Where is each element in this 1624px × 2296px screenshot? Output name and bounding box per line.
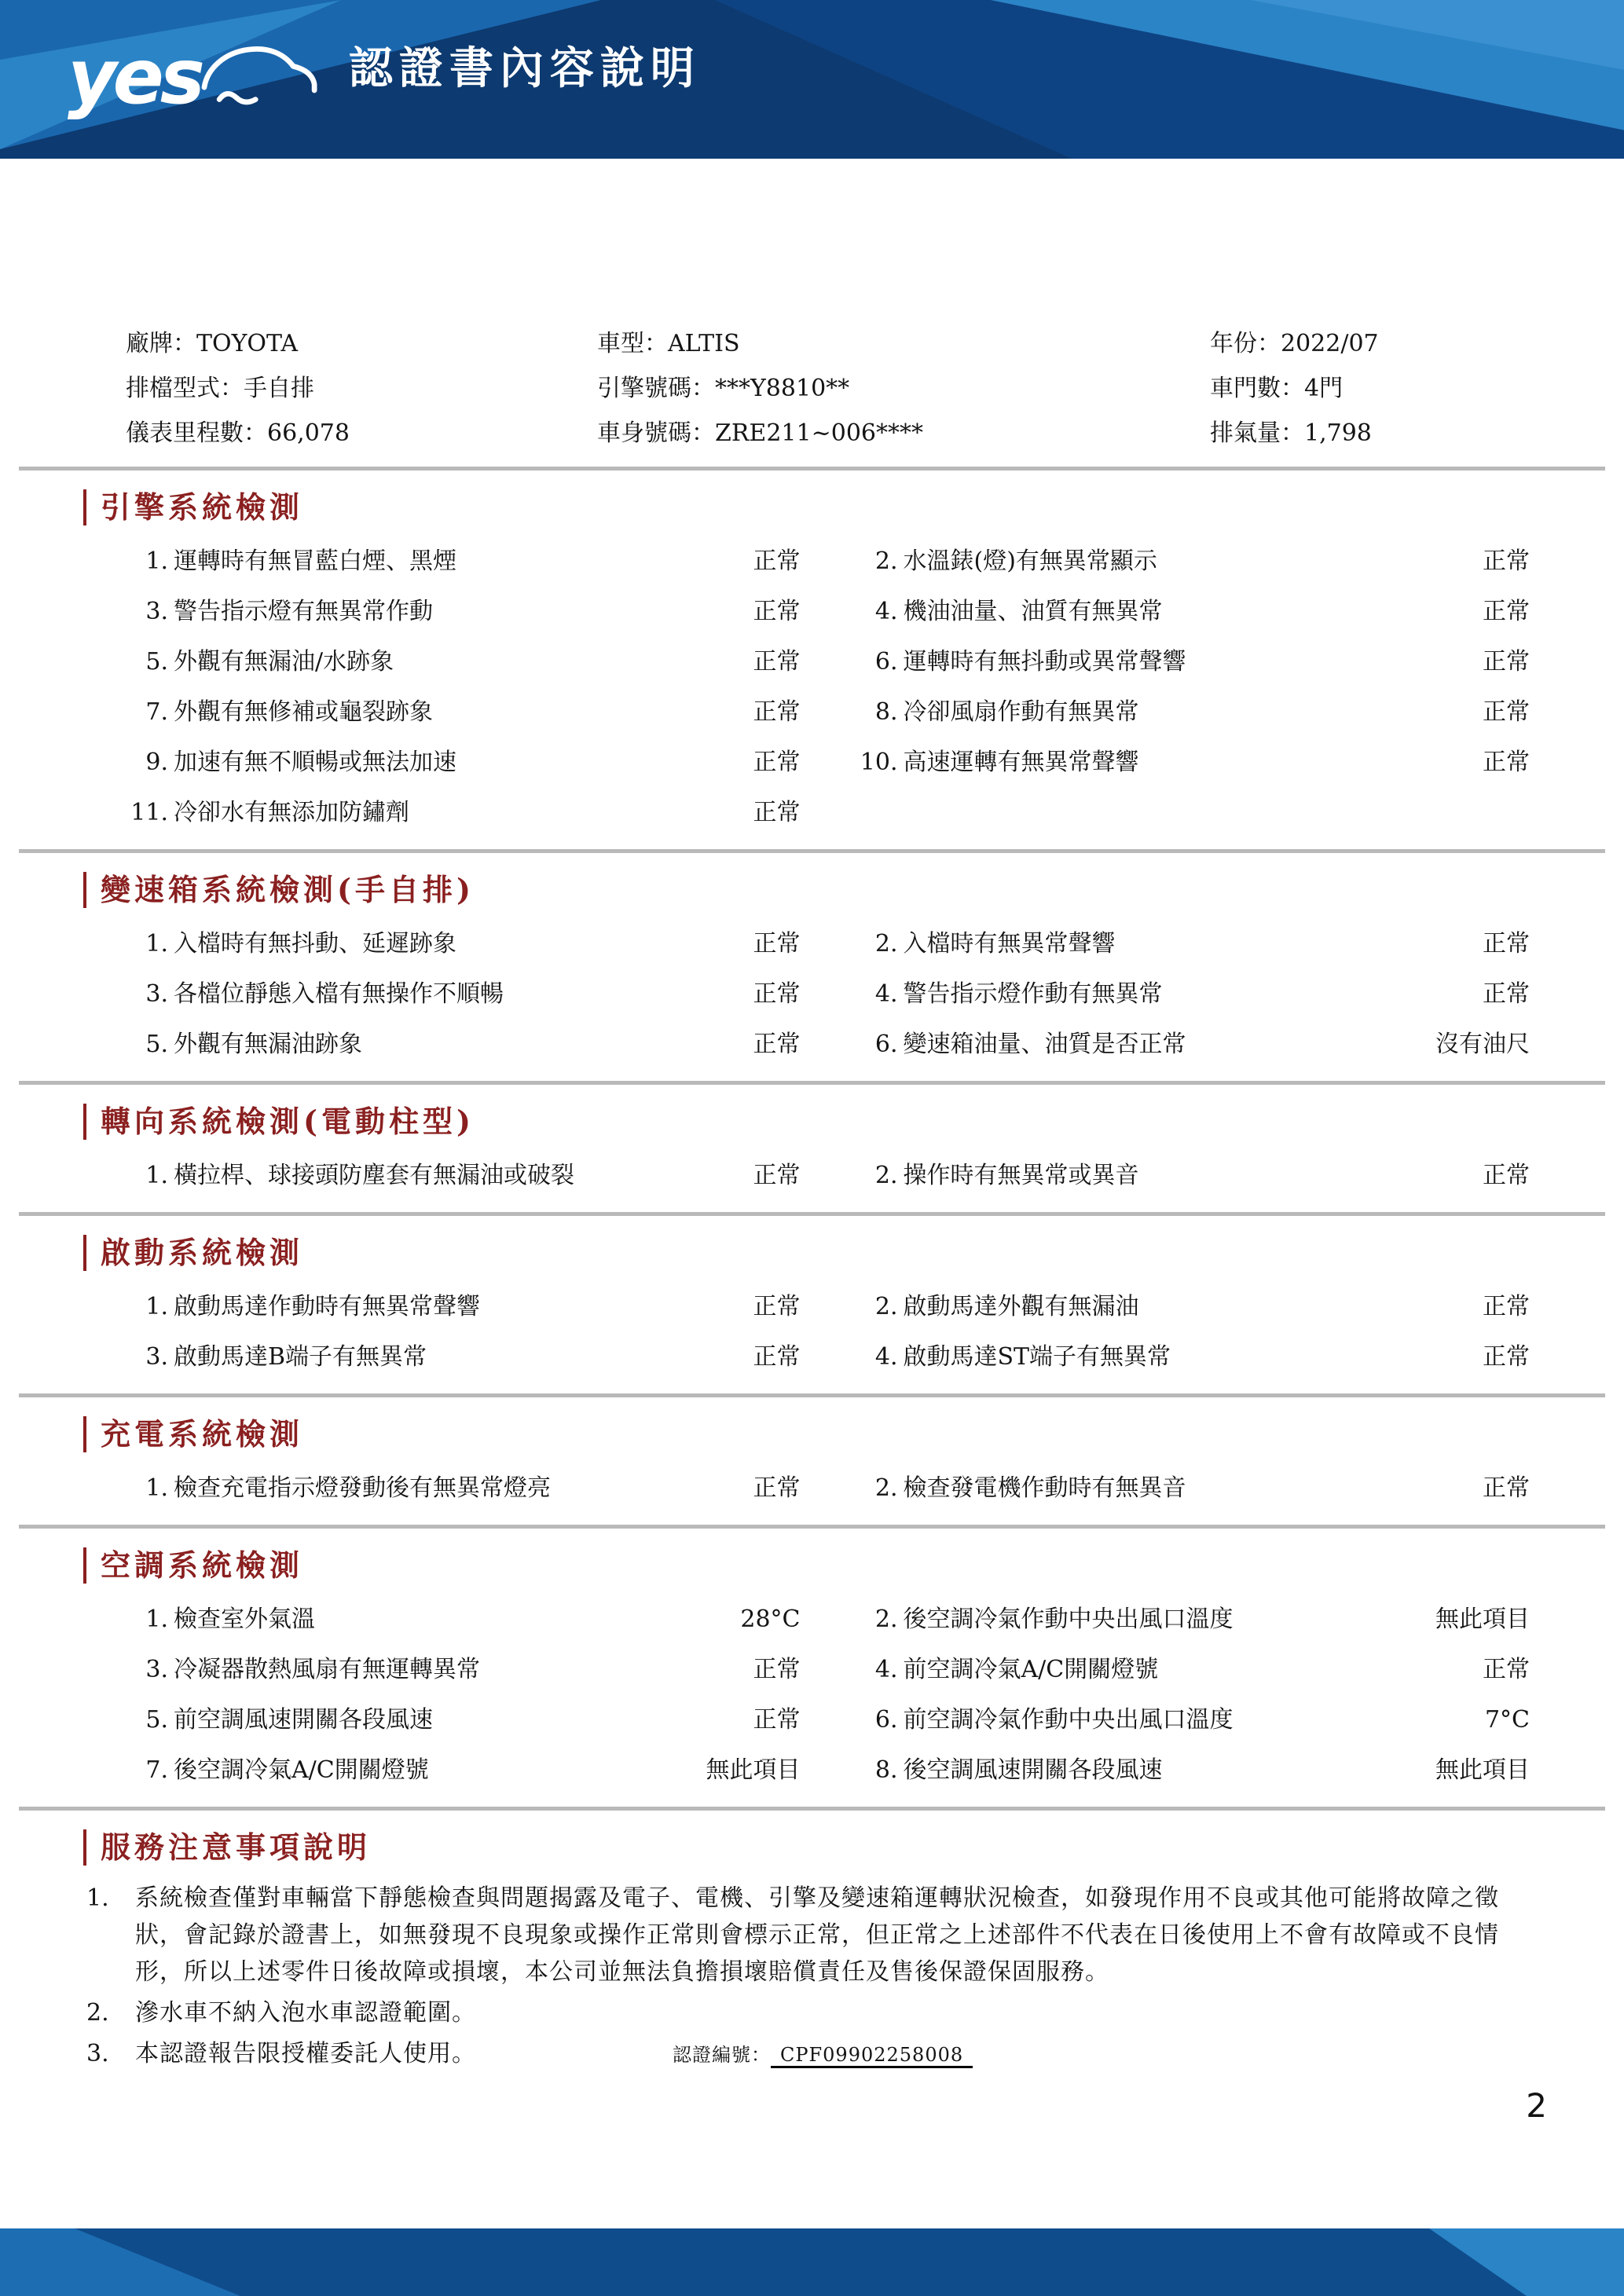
- inspection-item: [856, 646, 1531, 678]
- cert-number-block: [673, 2037, 973, 2074]
- item-result: 28°C: [740, 1606, 801, 1633]
- inspection-item: [126, 546, 801, 577]
- item-text: 前空調風速開關各段風速: [174, 1706, 433, 1734]
- inspection-item: [856, 1342, 1531, 1373]
- item-number: 6.: [874, 648, 898, 676]
- item-result: 正常: [1483, 1343, 1530, 1371]
- item-result: 正常: [753, 1343, 801, 1371]
- item-result: 正常: [1483, 1162, 1530, 1189]
- inspection-section: [0, 1235, 1624, 1397]
- item-result: 正常: [753, 980, 801, 1008]
- footer-navy-shape: [0, 2228, 1624, 2296]
- item-result: 正常: [1483, 980, 1530, 1008]
- inspection-items: [126, 1160, 1530, 1192]
- inspection-section: [0, 489, 1624, 853]
- vehicle-info-value: 4門: [1304, 375, 1344, 402]
- inspection-item: [856, 979, 1531, 1010]
- service-note: [86, 1880, 1538, 1990]
- item-text: 機油油量、油質有無異常: [903, 598, 1163, 625]
- item-result: 正常: [753, 749, 801, 776]
- item-result: 正常: [1483, 598, 1530, 625]
- item-text: 高速運轉有無異常聲響: [903, 749, 1139, 776]
- item-number: 4.: [874, 1656, 898, 1683]
- item-result: 無此項目: [1435, 1606, 1530, 1633]
- item-text: 啟動馬達ST端子有無異常: [903, 1343, 1171, 1371]
- item-result: 正常: [753, 547, 801, 575]
- service-note: [86, 1994, 1538, 2031]
- item-number: 5.: [145, 648, 168, 676]
- vehicle-info-value: ALTIS: [668, 330, 740, 357]
- item-result: 7°C: [1484, 1706, 1530, 1734]
- inspection-items: [126, 928, 1530, 1060]
- item-text: 啟動馬達作動時有無異常聲響: [174, 1293, 480, 1320]
- section-title-row: [83, 872, 1530, 908]
- inspection-item: [856, 1654, 1531, 1686]
- inspection-item: [126, 979, 801, 1010]
- inspection-items: [126, 1291, 1530, 1373]
- page-title: 認證書內容說明: [348, 43, 701, 94]
- separator-rule: [19, 1807, 1605, 1811]
- item-result: 正常: [1483, 648, 1530, 676]
- inspection-item: [126, 1604, 801, 1635]
- inspection-item: [856, 1755, 1531, 1786]
- inspection-items: [126, 1604, 1530, 1786]
- section-title: 空調系統檢測: [101, 1547, 304, 1583]
- service-note: [86, 2035, 1538, 2074]
- section-title-bar: [83, 1829, 86, 1866]
- item-number: 1.: [145, 1293, 168, 1320]
- item-text: 冷凝器散熱風扇有無運轉異常: [174, 1656, 480, 1683]
- vehicle-info-value: 2022/07: [1281, 330, 1379, 357]
- inspection-item: [126, 1291, 801, 1323]
- inspection-item: [856, 747, 1531, 778]
- inspection-item: [126, 596, 801, 628]
- inspection-item: [856, 1604, 1531, 1635]
- inspection-item: [856, 697, 1531, 728]
- inspection-section: [0, 1416, 1624, 1529]
- item-number: 1.: [145, 1606, 168, 1633]
- vehicle-info-value: 66,078: [267, 419, 350, 447]
- item-number: 1.: [145, 1162, 168, 1189]
- section-title-bar: [83, 1547, 86, 1584]
- note-number: 3.: [86, 2040, 109, 2067]
- vehicle-info-value: 手自排: [244, 375, 314, 402]
- item-result: 正常: [753, 1162, 801, 1189]
- vehicle-info-field: [1210, 373, 1545, 405]
- vehicle-info-field: [126, 328, 597, 360]
- separator-rule: [19, 849, 1605, 853]
- item-number: 2.: [874, 930, 898, 958]
- item-number: 4.: [874, 980, 898, 1008]
- separator-rule: [19, 467, 1605, 471]
- item-number: 10.: [860, 749, 898, 776]
- inspection-item: [126, 697, 801, 728]
- item-number: 2.: [874, 1293, 898, 1320]
- item-number: 5.: [145, 1031, 168, 1058]
- item-result: 正常: [1483, 547, 1530, 575]
- vehicle-info-field: [1210, 418, 1545, 449]
- item-result: 沒有油尺: [1435, 1031, 1530, 1058]
- item-text: 變速箱油量、油質是否正常: [903, 1031, 1186, 1058]
- item-number: 1.: [145, 1474, 168, 1502]
- section-title: 啟動系統檢測: [101, 1235, 304, 1270]
- inspection-item: [126, 747, 801, 778]
- item-text: 各檔位靜態入檔有無操作不順暢: [174, 980, 504, 1008]
- item-text: 警告指示燈有無異常作動: [174, 598, 433, 625]
- item-text: 後空調冷氣A/C開關燈號: [174, 1756, 429, 1784]
- item-result: 正常: [1483, 930, 1530, 958]
- separator-rule: [19, 1525, 1605, 1529]
- note-text: 系統檢查僅對車輛當下靜態檢查與問題揭露及電子、電機、引擎及變速箱運轉狀況檢查，如發現作用不良或其他可能將故障之徵狀，會記錄於證書上，如無發現不良現象或操作正常則會標示正常，但正常之上述部件不代表在日後使用上不會有故障或不良情形，所以上述零件日後故障或損壞，本公司並無法負擔損壞賠償責任及售後保證保固服務。: [135, 1884, 1499, 1986]
- inspection-item: [856, 1291, 1531, 1323]
- separator-rule: [19, 1081, 1605, 1085]
- item-text: 冷卻風扇作動有無異常: [903, 698, 1139, 726]
- item-text: 檢查充電指示燈發動後有無異常燈亮: [174, 1474, 551, 1502]
- item-text: 運轉時有無冒藍白煙、黑煙: [174, 547, 456, 575]
- section-title: 充電系統檢測: [101, 1416, 304, 1452]
- item-text: 入檔時有無抖動、延遲跡象: [174, 930, 456, 958]
- item-number: 2.: [874, 547, 898, 575]
- item-text: 入檔時有無異常聲響: [903, 930, 1116, 958]
- section-title-bar: [83, 1104, 86, 1140]
- item-number: 3.: [145, 598, 168, 625]
- vehicle-info-label: 年份：: [1210, 330, 1281, 357]
- inspection-item: [856, 1029, 1531, 1060]
- cert-number-label: 認證編號：: [673, 2044, 771, 2066]
- inspection-section: [0, 1104, 1624, 1216]
- section-title-row: [83, 489, 1530, 525]
- item-result: 正常: [1483, 698, 1530, 726]
- item-text: 冷卻水有無添加防鏽劑: [174, 799, 409, 826]
- inspection-item: [126, 1705, 801, 1736]
- yes-logo: [68, 32, 322, 121]
- item-number: 2.: [874, 1606, 898, 1633]
- inspection-item: [856, 1473, 1531, 1504]
- section-title-row: [83, 1104, 1530, 1140]
- item-text: 前空調冷氣A/C開關燈號: [903, 1656, 1159, 1683]
- item-number: 6.: [874, 1706, 898, 1734]
- inspection-item: [126, 1755, 801, 1786]
- vehicle-info: [0, 308, 1624, 449]
- item-result: 正常: [753, 648, 801, 676]
- inspection-item: [856, 928, 1531, 960]
- vehicle-info-field: [1210, 328, 1545, 360]
- vehicle-info-field: [597, 373, 1210, 405]
- item-number: 3.: [145, 1343, 168, 1371]
- item-number: 3.: [145, 980, 168, 1008]
- header-banner: [0, 0, 1624, 308]
- car-outline-icon: [198, 35, 322, 110]
- item-text: 警告指示燈作動有無異常: [903, 980, 1163, 1008]
- vehicle-info-label: 車身號碼：: [597, 419, 715, 447]
- inspection-item: [126, 1160, 801, 1192]
- item-text: 外觀有無漏油跡象: [174, 1031, 362, 1058]
- item-number: 1.: [145, 547, 168, 575]
- section-title-row: [83, 1416, 1530, 1452]
- brand-block: [68, 32, 701, 121]
- item-number: 4.: [874, 1343, 898, 1371]
- vehicle-info-label: 排檔型式：: [126, 375, 244, 402]
- item-number: 6.: [874, 1031, 898, 1058]
- inspection-item: [856, 596, 1531, 628]
- item-number: 4.: [874, 598, 898, 625]
- note-text: 本認證報告限授權委託人使用。: [135, 2040, 476, 2067]
- item-text: 後空調風速開關各段風速: [903, 1756, 1163, 1784]
- inspection-item: [126, 797, 801, 829]
- section-title-bar: [83, 489, 86, 525]
- item-text: 水溫錶(燈)有無異常顯示: [903, 547, 1157, 575]
- inspection-section: [0, 872, 1624, 1085]
- item-number: 2.: [874, 1474, 898, 1502]
- item-number: 11.: [130, 799, 168, 826]
- note-number: 2.: [86, 1999, 109, 2027]
- inspection-item: [856, 546, 1531, 577]
- section-title: 引擎系統檢測: [101, 489, 304, 525]
- vehicle-info-field: [597, 328, 1210, 360]
- item-number: 9.: [145, 749, 168, 776]
- item-text: 運轉時有無抖動或異常聲響: [903, 648, 1186, 676]
- inspection-item: [126, 1473, 801, 1504]
- item-number: 8.: [874, 1756, 898, 1784]
- item-result: 正常: [753, 1293, 801, 1320]
- section-title-bar: [83, 1235, 86, 1271]
- yes-logo-text: yes: [68, 32, 201, 121]
- section-title-bar: [83, 872, 86, 908]
- item-result: 無此項目: [1435, 1756, 1530, 1784]
- notes-title: 服務注意事項說明: [101, 1829, 372, 1865]
- item-number: 3.: [145, 1656, 168, 1683]
- inspection-item: [126, 1654, 801, 1686]
- section-title: 轉向系統檢測(電動柱型): [101, 1104, 475, 1139]
- inspection-item: [126, 646, 801, 678]
- item-result: 正常: [753, 1031, 801, 1058]
- item-result: 正常: [1483, 1293, 1530, 1320]
- item-result: 無此項目: [706, 1756, 801, 1784]
- vehicle-info-field: [597, 418, 1210, 449]
- inspection-section: [0, 1547, 1624, 1811]
- vehicle-info-label: 儀表里程數：: [126, 419, 267, 447]
- note-number: 1.: [86, 1884, 109, 1912]
- separator-rule: [19, 1393, 1605, 1397]
- item-text: 啟動馬達外觀有無漏油: [903, 1293, 1139, 1320]
- footer-band: [0, 2228, 1624, 2296]
- item-result: 正常: [753, 698, 801, 726]
- separator-rule: [19, 1212, 1605, 1216]
- inspection-sections: [0, 489, 1624, 1811]
- vehicle-info-value: 1,798: [1304, 419, 1372, 447]
- notes-title-row: [83, 1829, 1530, 1866]
- vehicle-info-label: 引擎號碼：: [597, 375, 715, 402]
- section-title-row: [83, 1547, 1530, 1584]
- vehicle-info-label: 車門數：: [1210, 375, 1304, 402]
- inspection-items: [126, 1473, 1530, 1504]
- inspection-item: [856, 1160, 1531, 1192]
- inspection-items: [126, 546, 1530, 829]
- item-text: 檢查發電機作動時有無異音: [903, 1474, 1186, 1502]
- item-number: 8.: [874, 698, 898, 726]
- item-text: 加速有無不順暢或無法加速: [174, 749, 456, 776]
- vehicle-info-field: [126, 418, 597, 449]
- item-number: 7.: [145, 698, 168, 726]
- item-result: 正常: [753, 1706, 801, 1734]
- inspection-item: [126, 928, 801, 960]
- inspection-item: [856, 1705, 1531, 1736]
- item-result: 正常: [753, 1474, 801, 1502]
- item-result: 正常: [753, 930, 801, 958]
- vehicle-info-field: [126, 373, 597, 405]
- vehicle-info-value: ZRE211~006****: [715, 419, 923, 447]
- item-number: 7.: [145, 1756, 168, 1784]
- inspection-item: [126, 1029, 801, 1060]
- item-text: 後空調冷氣作動中央出風口溫度: [903, 1606, 1234, 1633]
- item-text: 啟動馬達B端子有無異常: [174, 1343, 427, 1371]
- section-title: 變速箱系統檢測(手自排): [101, 872, 475, 907]
- vehicle-info-label: 排氣量：: [1210, 419, 1304, 447]
- item-result: 正常: [1483, 749, 1530, 776]
- notes-list: [86, 1880, 1538, 2074]
- page-number: 2: [1526, 2086, 1547, 2125]
- vehicle-info-value: TOYOTA: [196, 330, 299, 357]
- vehicle-info-label: 車型：: [597, 330, 668, 357]
- item-text: 檢查室外氣溫: [174, 1606, 315, 1633]
- item-text: 前空調冷氣作動中央出風口溫度: [903, 1706, 1234, 1734]
- note-text: 滲水車不納入泡水車認證範圍。: [135, 1999, 476, 2027]
- item-number: 1.: [145, 930, 168, 958]
- item-result: 正常: [1483, 1474, 1530, 1502]
- vehicle-info-value: ***Y8810**: [715, 375, 850, 402]
- item-result: 正常: [753, 799, 801, 826]
- item-text: 外觀有無漏油/水跡象: [174, 648, 394, 676]
- item-text: 操作時有無異常或異音: [903, 1162, 1139, 1189]
- item-result: 正常: [1483, 1656, 1530, 1683]
- item-result: 正常: [753, 1656, 801, 1683]
- inspection-item: [126, 1342, 801, 1373]
- item-result: 正常: [753, 598, 801, 625]
- item-text: 外觀有無修補或龜裂跡象: [174, 698, 433, 726]
- item-number: 2.: [874, 1162, 898, 1189]
- item-text: 橫拉桿、球接頭防塵套有無漏油或破裂: [174, 1162, 574, 1189]
- vehicle-info-label: 廠牌：: [126, 330, 196, 357]
- section-title-bar: [83, 1416, 86, 1452]
- cert-number-value: CPF09902258008: [771, 2044, 973, 2068]
- service-notes: [0, 1829, 1624, 2074]
- item-number: 5.: [145, 1706, 168, 1734]
- section-title-row: [83, 1235, 1530, 1271]
